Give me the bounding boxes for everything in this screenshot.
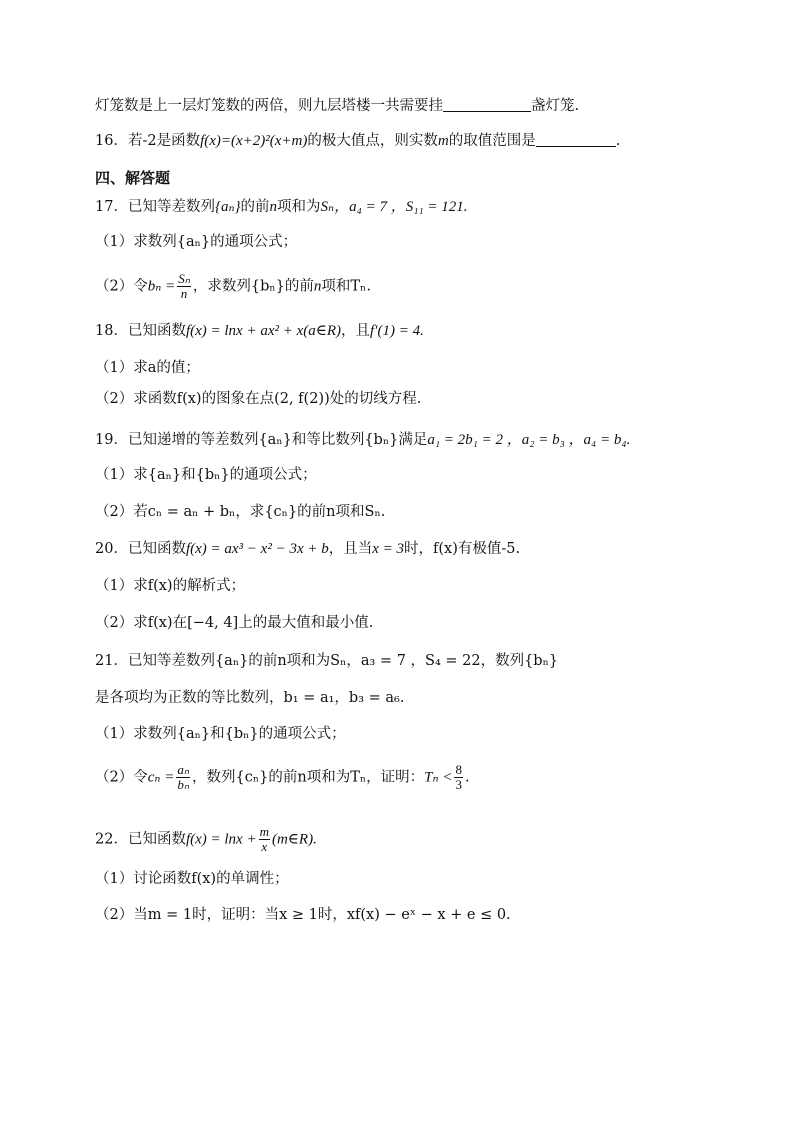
question-21-part-1: （1）求数列{aₙ}和{bₙ}的通项公式；: [95, 726, 346, 742]
question-21-continued: 是各项均为正数的等比数列，b₁ = a₁，b₃ = a₆.: [95, 690, 405, 706]
question-20-part-1: （1）求f(x)的解析式；: [95, 578, 246, 594]
question-20-part-2: （2）求f(x)在[−4, 4]上的最大值和最小值.: [95, 615, 374, 631]
question-22: 22．已知函数f(x) = lnx + $\frac{m}{x}$ (m∈R).: [95, 824, 317, 854]
question-19-part-2: （2）若cₙ = aₙ + bₙ，求{cₙ}的前n项和Sₙ.: [95, 504, 386, 520]
question-18-part-2: （2）求函数f(x)的图象在点(2, f(2))处的切线方程.: [95, 391, 422, 407]
question-19: 19．已知递增的等差数列{aₙ}和等比数列{bₙ}满足a₁ = 2b₁ = 2 ，a₂ = b₃ ，a₄ = b₄.: [95, 432, 631, 448]
question-17-part-1: （1）求数列{aₙ}的通项公式；: [95, 234, 298, 250]
question-17: 17．已知等差数列{aₙ}的前n项和为Sₙ，a₄ = 7 ，S₁₁ = 121.: [95, 199, 468, 215]
answer-blank[interactable]: [536, 132, 616, 147]
question-20: 20．已知函数f(x) = ax³ − x² − 3x + b，且当x = 3时，f(x)有极值-5.: [95, 541, 521, 557]
answer-blank[interactable]: [443, 97, 531, 112]
question-19-part-1: （1）求{aₙ}和{bₙ}的通项公式；: [95, 467, 317, 483]
question-18: 18．已知函数f(x) = lnx + ax² + x(a∈R)，且f′(1) = 4.: [95, 323, 424, 339]
fraction: $\frac{8}{3}$: [455, 762, 462, 792]
fraction: $\frac{\text{aₙ}}{\text{bₙ}}$: [177, 762, 190, 792]
section-heading: 四、解答题: [95, 169, 171, 187]
question-22-part-1: （1）讨论函数f(x)的单调性；: [95, 871, 289, 887]
q15-continuation: 灯笼数是上一层灯笼数的两倍，则九层塔楼一共需要挂 盏灯笼.: [95, 98, 580, 114]
question-17-part-2: （2）令bₙ = $\frac{\text{Sₙ}}{n}$ ，求数列{bₙ}的前n项和Tₙ.: [95, 271, 371, 301]
question-16: 16．若-2是函数f(x)=(x+2)²(x+m)的极大值点，则实数m的取值范围是 .: [95, 133, 621, 149]
fraction: $\frac{m}{x}$: [259, 824, 269, 854]
fraction: $\frac{\text{Sₙ}}{n}$: [178, 271, 190, 301]
question-21: 21．已知等差数列{aₙ}的前n项和为Sₙ，a₃ = 7 ，S₄ = 22，数列{bₙ}: [95, 653, 559, 669]
question-18-part-1: （1）求a的值；: [95, 360, 200, 376]
question-22-part-2: （2）当m = 1时，证明：当x ≥ 1时，xf(x) − eˣ − x + e ≤ 0.: [95, 907, 511, 923]
question-21-part-2: （2）令cₙ = $\frac{\text{aₙ}}{\text{bₙ}}$ ，数列{cₙ}的前n项和为Tₙ，证明：Tₙ < $\frac{8}{3}$ .: [95, 762, 470, 792]
